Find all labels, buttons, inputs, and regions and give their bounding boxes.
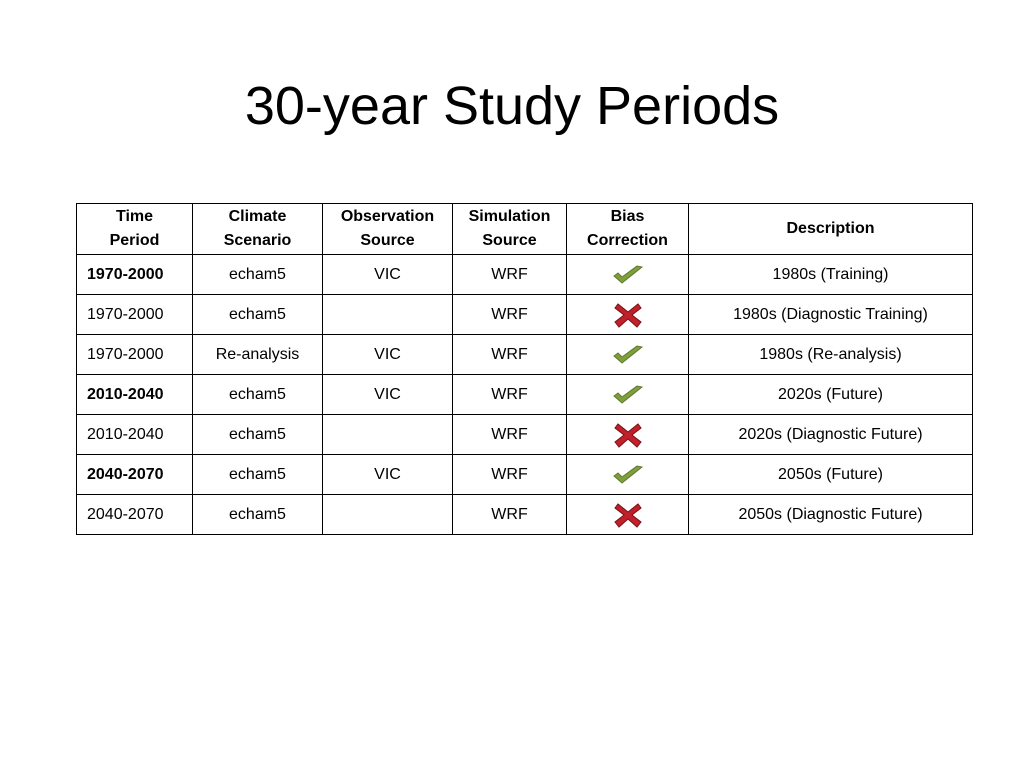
observation-source-cell	[323, 415, 453, 455]
header-climate-scenario	[193, 204, 323, 255]
simulation-source-cell: WRF	[453, 415, 567, 455]
time-period-cell: 1970-2000	[77, 295, 193, 335]
description-cell: 1980s (Diagnostic Training)	[689, 295, 973, 335]
simulation-source-cell: WRF	[453, 495, 567, 535]
header-time-period	[77, 204, 193, 255]
header-simulation-source	[453, 204, 567, 255]
check-icon	[611, 342, 645, 368]
header-bias-correction	[567, 204, 689, 255]
table-row	[77, 455, 973, 495]
check-icon	[611, 382, 645, 408]
description-cell: 2050s (Future)	[689, 455, 973, 495]
header-description	[689, 204, 973, 255]
header-line: Time	[115, 208, 154, 225]
bias-correction-cell	[567, 495, 689, 535]
description-cell: 2020s (Future)	[689, 375, 973, 415]
slide-title: 30-year Study Periods	[244, 76, 780, 136]
time-period-cell: 2010-2040	[77, 375, 193, 415]
table-row	[77, 255, 973, 295]
study-periods-table	[76, 203, 973, 535]
header-line: Scenario	[223, 232, 292, 249]
header-line: Source	[360, 232, 415, 249]
observation-source-cell: VIC	[323, 335, 453, 375]
header-line: Correction	[587, 232, 668, 249]
table-header-row	[77, 204, 973, 255]
observation-source-cell: VIC	[323, 455, 453, 495]
climate-scenario-cell: echam5	[193, 295, 323, 335]
description-cell: 1980s (Training)	[689, 255, 973, 295]
bias-correction-cell	[567, 455, 689, 495]
climate-scenario-cell: echam5	[193, 495, 323, 535]
header-line: Source	[482, 232, 537, 249]
observation-source-cell	[323, 495, 453, 535]
table-row	[77, 335, 973, 375]
table-row	[77, 415, 973, 455]
climate-scenario-cell: echam5	[193, 255, 323, 295]
header-line: Climate	[228, 208, 287, 225]
header-line: Period	[109, 232, 160, 249]
time-period-cell: 1970-2000	[77, 255, 193, 295]
table-row	[77, 295, 973, 335]
observation-source-cell: VIC	[323, 255, 453, 295]
climate-scenario-cell: echam5	[193, 415, 323, 455]
header-line: Simulation	[468, 208, 551, 225]
check-icon	[611, 462, 645, 488]
simulation-source-cell: WRF	[453, 255, 567, 295]
time-period-cell: 2040-2070	[77, 455, 193, 495]
cross-icon	[613, 421, 643, 449]
climate-scenario-cell: echam5	[193, 375, 323, 415]
table-body	[77, 255, 973, 535]
header-observation-source	[323, 204, 453, 255]
table-row	[77, 495, 973, 535]
description-cell: 1980s (Re-analysis)	[689, 335, 973, 375]
description-cell: 2020s (Diagnostic Future)	[689, 415, 973, 455]
cross-icon	[613, 501, 643, 529]
simulation-source-cell: WRF	[453, 295, 567, 335]
climate-scenario-cell: echam5	[193, 455, 323, 495]
time-period-cell: 2040-2070	[77, 495, 193, 535]
climate-scenario-cell: Re-analysis	[193, 335, 323, 375]
description-cell: 2050s (Diagnostic Future)	[689, 495, 973, 535]
simulation-source-cell: WRF	[453, 455, 567, 495]
simulation-source-cell: WRF	[453, 335, 567, 375]
time-period-cell: 1970-2000	[77, 335, 193, 375]
cross-icon	[613, 301, 643, 329]
header-line: Bias	[610, 208, 645, 225]
bias-correction-cell	[567, 375, 689, 415]
bias-correction-cell	[567, 295, 689, 335]
bias-correction-cell	[567, 415, 689, 455]
table-row	[77, 375, 973, 415]
check-icon	[611, 262, 645, 288]
observation-source-cell: VIC	[323, 375, 453, 415]
header-line: Observation	[340, 208, 435, 225]
bias-correction-cell	[567, 335, 689, 375]
header-line: Description	[786, 220, 875, 237]
bias-correction-cell	[567, 255, 689, 295]
observation-source-cell	[323, 295, 453, 335]
simulation-source-cell: WRF	[453, 375, 567, 415]
time-period-cell: 2010-2040	[77, 415, 193, 455]
